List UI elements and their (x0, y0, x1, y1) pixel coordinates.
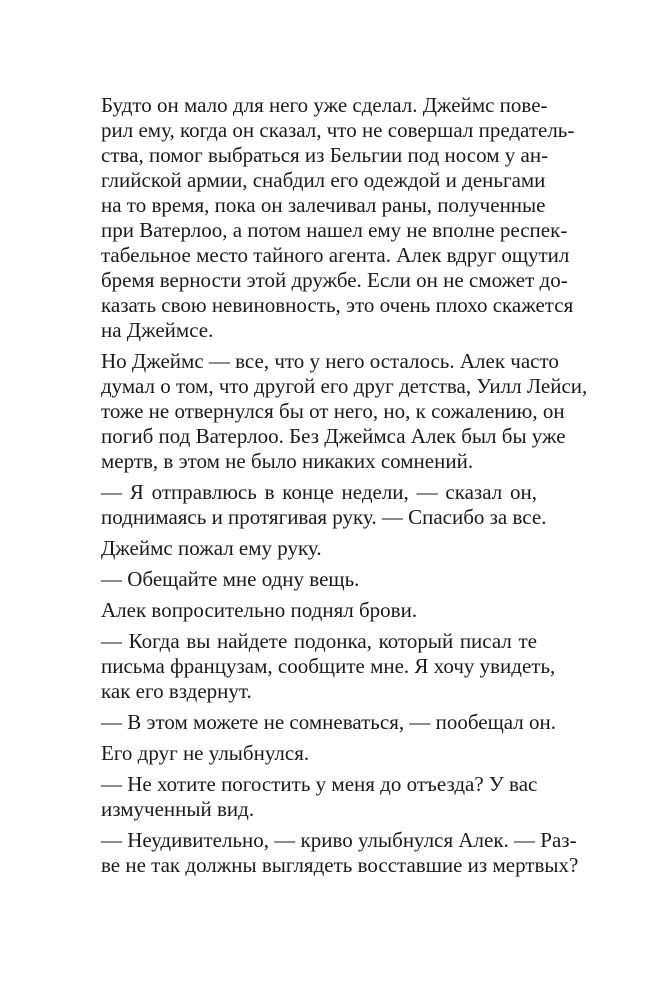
text-line: Будто он мало для него уже сделал. Джеймс пове- (101, 93, 548, 117)
text-line: думал о том, что другой его друг детства, Уилл Лейси, (101, 374, 588, 398)
text-line: погиб под Ватерлоо. Без Джеймса Алек был бы уже (101, 424, 566, 448)
text-line: поднимаясь и протягивая руку. — Спасибо за все. (101, 505, 547, 529)
paragraph (101, 710, 556, 735)
text-line: — Неудивительно, — криво улыбнулся Алек. — Раз- (101, 828, 577, 852)
text-line: на Джеймсе. (101, 318, 214, 342)
text-line: на то время, пока он залечивал раны, полученные (101, 193, 546, 217)
text-line: измученный вид. (101, 797, 255, 821)
paragraph (101, 567, 537, 592)
text-line: при Ватерлоо, а потом нашел ему не вполне респек- (101, 218, 568, 242)
text-line: как его вздернут. (101, 679, 252, 703)
text-line: Но Джеймс — все, что у него осталось. Алек часто (101, 349, 559, 373)
text-line: бремя верности этой дружбе. Если он не сможет до- (101, 268, 568, 292)
text-line: рил ему, когда он сказал, что не совершал предатель- (101, 118, 575, 142)
text-line: — Когда вы найдете подонка, который писал те (101, 629, 537, 653)
text-line: казать свою невиновность, это очень плохо скажется (101, 293, 574, 317)
paragraph (101, 349, 588, 474)
text-line: ве не так должны выглядеть восставшие из мертвых? (101, 853, 579, 877)
paragraph (101, 828, 579, 878)
paragraph (101, 536, 537, 561)
text-line: табельное место тайного агента. Алек вдруг ощутил (101, 243, 570, 267)
body-text (101, 93, 588, 878)
paragraph (101, 480, 547, 530)
text-line: — Я отправлюсь в конце недели, — сказал он, (101, 480, 537, 504)
text-line: — В этом можете не сомневаться, — пообещал он. (101, 710, 556, 734)
paragraph (101, 598, 537, 623)
paragraph (101, 93, 575, 343)
text-line: мертв, в этом не было никаких сомнений. (101, 449, 474, 473)
text-line: Его друг не улыбнулся. (101, 741, 310, 765)
text-line: Алек вопросительно поднял брови. (101, 598, 418, 622)
text-line: — Обещайте мне одну вещь. (101, 567, 360, 591)
paragraph (101, 772, 537, 822)
text-line: Джеймс пожал ему руку. (101, 536, 322, 560)
paragraph (101, 741, 537, 766)
text-line: ства, помог выбраться из Бельгии под носом у ан- (101, 143, 549, 167)
text-line: тоже не отвернулся бы от него, но, к сожалению, он (101, 399, 565, 423)
text-line: глийской армии, снабдил его одеждой и деньгами (101, 168, 546, 192)
text-line: письма французам, сообщите мне. Я хочу увидеть, (101, 654, 556, 678)
paragraph (101, 629, 556, 704)
text-line: — Не хотите погостить у меня до отъезда? У вас (101, 772, 538, 796)
